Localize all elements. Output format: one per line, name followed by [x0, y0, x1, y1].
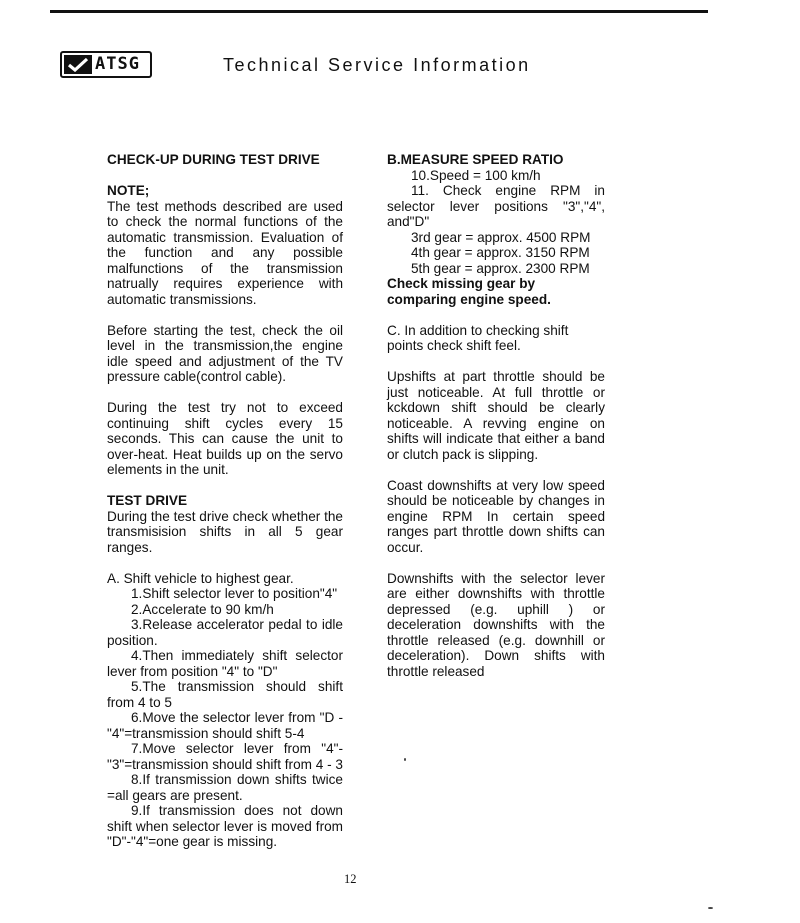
list-item: 3.Release accelerator pedal to idle position.: [107, 617, 343, 648]
list-item: 5.The transmission should shift from 4 to 5: [107, 679, 343, 710]
list-item: 8.If transmission down shifts twice =all gears are present.: [107, 772, 343, 803]
check-missing-gear: Check missing gear by comparing engine speed.: [387, 276, 551, 307]
test-drive-text: During the test drive check whether the transmisision shifts in all 5 gear ranges.: [107, 508, 343, 555]
logo-text: ATSG: [95, 54, 140, 74]
test-drive-heading: TEST DRIVE: [107, 493, 188, 508]
checkmark-icon: [64, 55, 92, 74]
list-item: 1.Shift selector lever to position"4": [131, 586, 338, 601]
note-heading: NOTE;: [107, 183, 150, 198]
left-column: [107, 152, 343, 850]
atsg-logo: [60, 51, 152, 78]
paragraph: During the test try not to exceed continuing shift cycles every 15 seconds. This can cause the unit to over-heat. Heat builds up on the servo elements in the unit.: [107, 400, 343, 477]
speed-ratio-heading: B.MEASURE SPEED RATIO: [387, 152, 564, 167]
gear-rpm: 5th gear = approx. 2300 RPM: [411, 260, 590, 276]
section-title: CHECK-UP DURING TEST DRIVE: [107, 152, 320, 167]
paragraph: Coast downshifts at very low speed should be noticeable by changes in engine RPM In certain speed ranges part throttle down shifts can occur.: [387, 477, 605, 555]
list-item: 11. Check engine RPM in selector lever positions "3","4", and"D": [387, 183, 605, 229]
note-text: The test methods described are used to check the normal functions of the automatic transmission. Evaluation of the function and any possible malfunctions of the transmission natrually requires experience with automatic transmissions.: [107, 198, 343, 307]
gear-rpm: 3rd gear = approx. 4500 RPM: [411, 229, 591, 245]
paragraph: Downshifts with the selector lever are either downshifts with throttle depressed (e.g. uphill ) or deceleration downshifts with the throttle released (e.g. downhill or deceleration). Down shifts with throttle released: [387, 570, 605, 679]
paragraph: Upshifts at part throttle should be just noticeable. At full throttle or kckdown shift should be clearly noticeable. A revving engine on shifts will indicate that either a band or clutch pack is slipping.: [387, 369, 605, 462]
right-column: [387, 152, 605, 679]
scan-speck: [404, 758, 406, 761]
scan-speck: [708, 907, 713, 909]
list-item: 2.Accelerate to 90 km/h: [131, 601, 274, 617]
list-item: 7.Move selector lever from "4"-"3"=transmission should shift from 4 - 3: [107, 741, 343, 772]
gear-rpm: 4th gear = approx. 3150 RPM: [411, 245, 590, 260]
list-item: 4.Then immediately shift selector lever from position "4" to "D": [107, 648, 343, 679]
list-item: 6.Move the selector lever from "D -"4"=transmission should shift 5-4: [107, 710, 343, 741]
top-rule: [50, 10, 708, 13]
step-a: A. Shift vehicle to highest gear.: [107, 570, 294, 586]
section-c: C. In addition to checking shift points check shift feel.: [387, 322, 569, 353]
list-item: 10.Speed = 100 km/h: [411, 167, 541, 183]
page-number: 12: [344, 872, 357, 886]
paragraph: Before starting the test, check the oil level in the transmission,the engine idle speed and adjustment of the TV pressure cable(control cable).: [107, 322, 343, 384]
page-title: Technical Service Information: [223, 55, 531, 75]
list-item: 9.If transmission does not down shift when selector lever is moved from "D"-"4"=one gear is missing.: [107, 803, 343, 849]
